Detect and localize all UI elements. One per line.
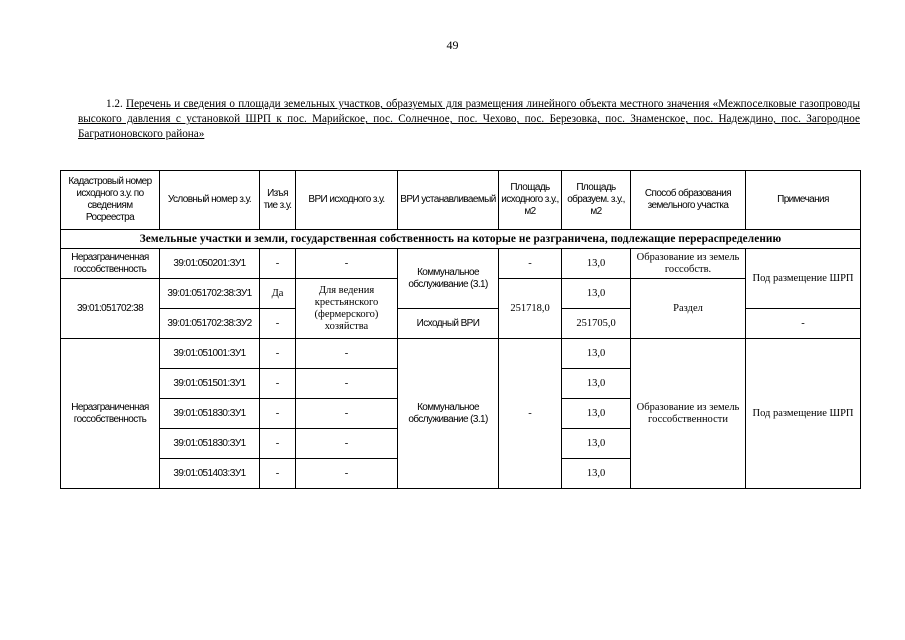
cell-seized: Да (260, 279, 296, 309)
cell-notes: Под размещение ШРП (746, 249, 861, 309)
cell-method: Образование из земель госсобств. (631, 249, 746, 279)
cell-vri-source: - (296, 339, 398, 369)
cell-cadastral: Неразграниченная госсобственность (61, 339, 160, 489)
section-title: Перечень и сведения о площади земельных участков, образуемых для размещения линейного объекта местного значения «Межпоселковые газопроводы высокого давления с установкой ШРП к пос. Марийское, пос. Солнечное, пос. Чехово, пос. Березовка, пос. Знаменское, пос. Надеждино, пос. Загородное Багратионовского района» (78, 98, 860, 141)
cell-seized: - (260, 249, 296, 279)
cell-vri-source: - (296, 249, 398, 279)
header-vri-set: ВРИ устанавливаемый (398, 171, 499, 230)
cell-conditional: 39:01:051001:ЗУ1 (160, 339, 260, 369)
header-row (61, 171, 861, 230)
cell-conditional: 39:01:051702:38:ЗУ1 (160, 279, 260, 309)
cell-vri-source: Для ведения крестьянского (фермерского) хозяйства (296, 279, 398, 339)
header-seized: Изъя тие з.у. (260, 171, 296, 230)
section-row (61, 230, 861, 249)
header-area-source: Площадь исходного з.у., м2 (499, 171, 562, 230)
cell-seized: - (260, 429, 296, 459)
cell-conditional: 39:01:050201:ЗУ1 (160, 249, 260, 279)
cell-conditional: 39:01:051403:ЗУ1 (160, 459, 260, 489)
cell-seized: - (260, 369, 296, 399)
cell-seized: - (260, 399, 296, 429)
cell-notes: Под размещение ШРП (746, 339, 861, 489)
table-row (61, 339, 861, 369)
cell-conditional: 39:01:051830:ЗУ1 (160, 399, 260, 429)
header-notes: Примечания (746, 171, 861, 230)
header-cadastral: Кадастровый номер исходного з.у. по сведениям Росреестра (61, 171, 160, 230)
header-area-formed: Площадь образуем. з.у., м2 (562, 171, 631, 230)
cell-conditional: 39:01:051702:38:ЗУ2 (160, 309, 260, 339)
cell-vri-source: - (296, 399, 398, 429)
cell-area-formed: 13,0 (562, 369, 631, 399)
cell-notes: - (746, 309, 861, 339)
header-conditional: Условный номер з.у. (160, 171, 260, 230)
cell-conditional: 39:01:051830:ЗУ1 (160, 429, 260, 459)
cell-seized: - (260, 459, 296, 489)
section-intro (78, 97, 860, 143)
cell-cadastral: 39:01:051702:38 (61, 279, 160, 339)
cell-vri-set: Исходный ВРИ (398, 309, 499, 339)
cell-area-formed: 13,0 (562, 399, 631, 429)
section-heading: Земельные участки и земли, государственная собственность на которые не разграничена, подлежащие перераспределению (61, 230, 861, 249)
cell-vri-source: - (296, 429, 398, 459)
cell-cadastral: Неразграниченная госсобственность (61, 249, 160, 279)
land-plots-table (60, 170, 861, 489)
cell-area-formed: 13,0 (562, 279, 631, 309)
cell-conditional: 39:01:051501:ЗУ1 (160, 369, 260, 399)
cell-area-formed: 13,0 (562, 429, 631, 459)
cell-area-formed: 251705,0 (562, 309, 631, 339)
cell-seized: - (260, 339, 296, 369)
cell-vri-set: Коммунальное обслуживание (3.1) (398, 249, 499, 309)
cell-method: Образование из земель госсобственности (631, 339, 746, 489)
cell-area-formed: 13,0 (562, 339, 631, 369)
cell-vri-source: - (296, 369, 398, 399)
table-row (61, 249, 861, 279)
cell-vri-source: - (296, 459, 398, 489)
cell-seized: - (260, 309, 296, 339)
cell-area-formed: 13,0 (562, 459, 631, 489)
cell-vri-set: Коммунальное обслуживание (3.1) (398, 339, 499, 489)
cell-method: Раздел (631, 279, 746, 339)
section-number: 1.2. (106, 98, 123, 110)
page-number: 49 (446, 38, 459, 52)
header-vri-source: ВРИ исходного з.у. (296, 171, 398, 230)
cell-area-formed: 13,0 (562, 249, 631, 279)
header-method: Способ образования земельного участка (631, 171, 746, 230)
cell-area-source: 251718,0 (499, 279, 562, 339)
cell-area-source: - (499, 339, 562, 489)
cell-area-source: - (499, 249, 562, 279)
